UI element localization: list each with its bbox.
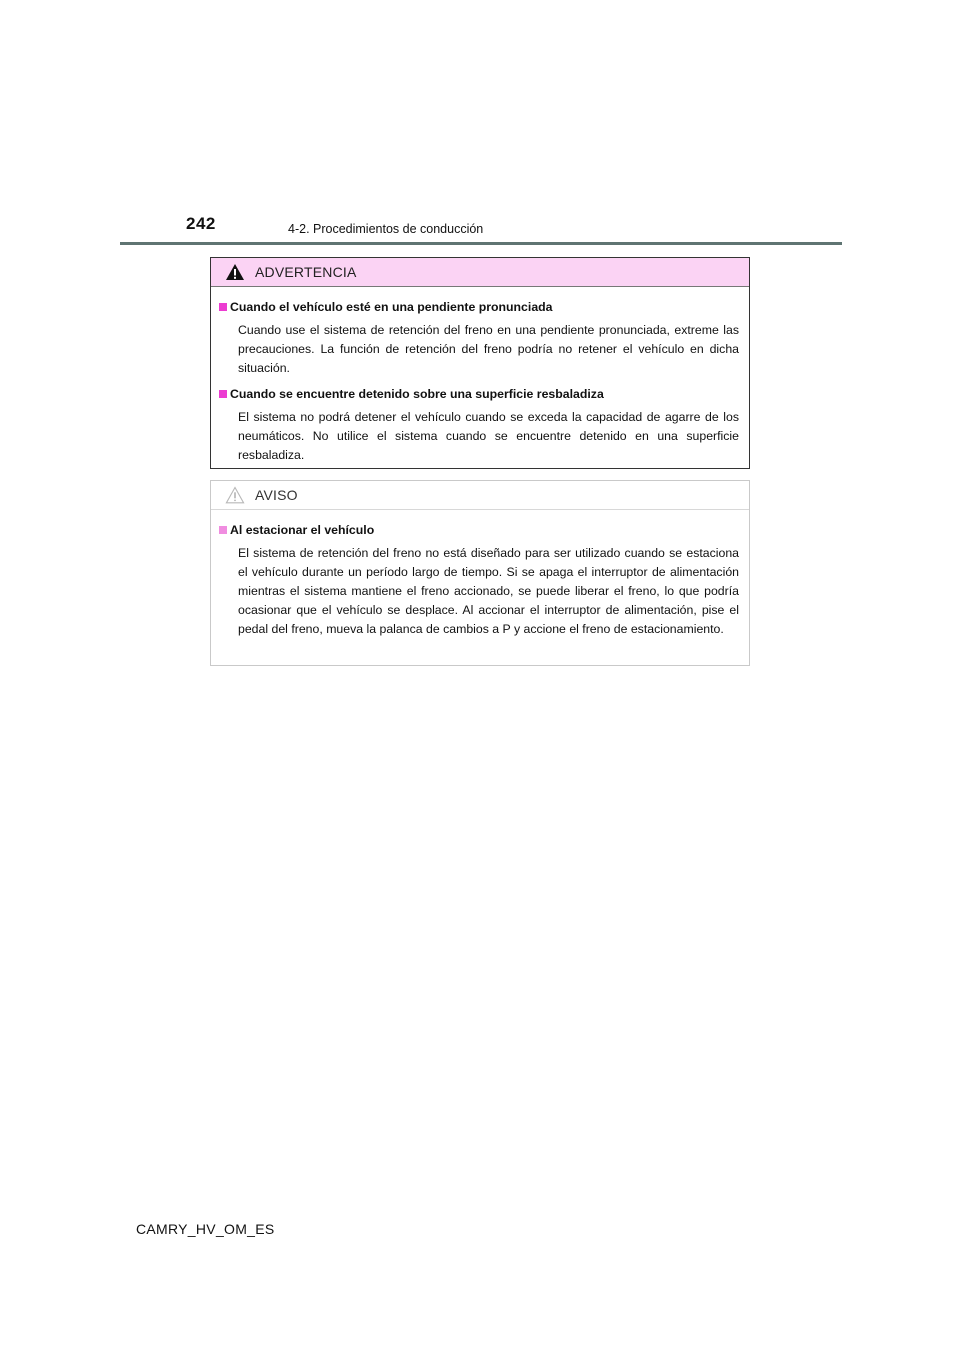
square-bullet-icon bbox=[219, 390, 227, 398]
warning-box bbox=[210, 257, 750, 469]
warning-box-header bbox=[211, 258, 749, 287]
warning-item-title-text: Cuando el vehículo esté en una pendiente pronunciada bbox=[230, 300, 553, 314]
warning-item-title-text: Cuando se encuentre detenido sobre una superficie resbaladiza bbox=[230, 387, 604, 401]
notice-box-header bbox=[211, 481, 749, 510]
section-title: 4-2. Procedimientos de conducción bbox=[288, 222, 484, 236]
notice-item bbox=[219, 522, 739, 639]
warning-item-title bbox=[219, 386, 739, 403]
warning-label: ADVERTENCIA bbox=[255, 264, 357, 280]
warning-box-body bbox=[211, 287, 749, 465]
square-bullet-icon bbox=[219, 303, 227, 311]
square-bullet-icon bbox=[219, 526, 227, 534]
notice-item-title bbox=[219, 522, 739, 539]
notice-box bbox=[210, 480, 750, 666]
document-code: CAMRY_HV_OM_ES bbox=[136, 1221, 275, 1237]
warning-item-title bbox=[219, 299, 739, 316]
notice-box-body bbox=[211, 510, 749, 639]
warning-item bbox=[219, 386, 739, 465]
caution-outline-triangle-icon bbox=[225, 486, 245, 504]
notice-label: AVISO bbox=[255, 487, 298, 503]
warning-item-text: Cuando use el sistema de retención del freno en una pendiente pronunciada, extreme las precauciones. La función de retención del freno podría no retener el vehículo en dicha situación. bbox=[238, 323, 739, 375]
warning-item bbox=[219, 299, 739, 378]
notice-item-text: El sistema de retención del freno no está diseñado para ser utilizado cuando se estaciona el vehículo durante un período largo de tiempo. Si se apaga el interruptor de alimentación mientras el sistema mantiene el freno accionado, se puede liberar el freno, lo que podría ocasionar que el vehículo se desplace. Al accionar el interruptor de alimentación, pise el pedal del freno, mueva la palanca de cambios a P y accione el freno de estacionamiento. bbox=[238, 546, 739, 636]
page-number: 242 bbox=[186, 214, 216, 233]
notice-item-title-text: Al estacionar el vehículo bbox=[230, 523, 375, 537]
header-rule bbox=[120, 242, 842, 245]
warning-triangle-icon bbox=[225, 263, 245, 281]
warning-item-text: El sistema no podrá detener el vehículo cuando se exceda la capacidad de agarre de los neumáticos. No utilice el sistema cuando se encuentre detenido en una superficie resbaladiza. bbox=[238, 410, 739, 462]
